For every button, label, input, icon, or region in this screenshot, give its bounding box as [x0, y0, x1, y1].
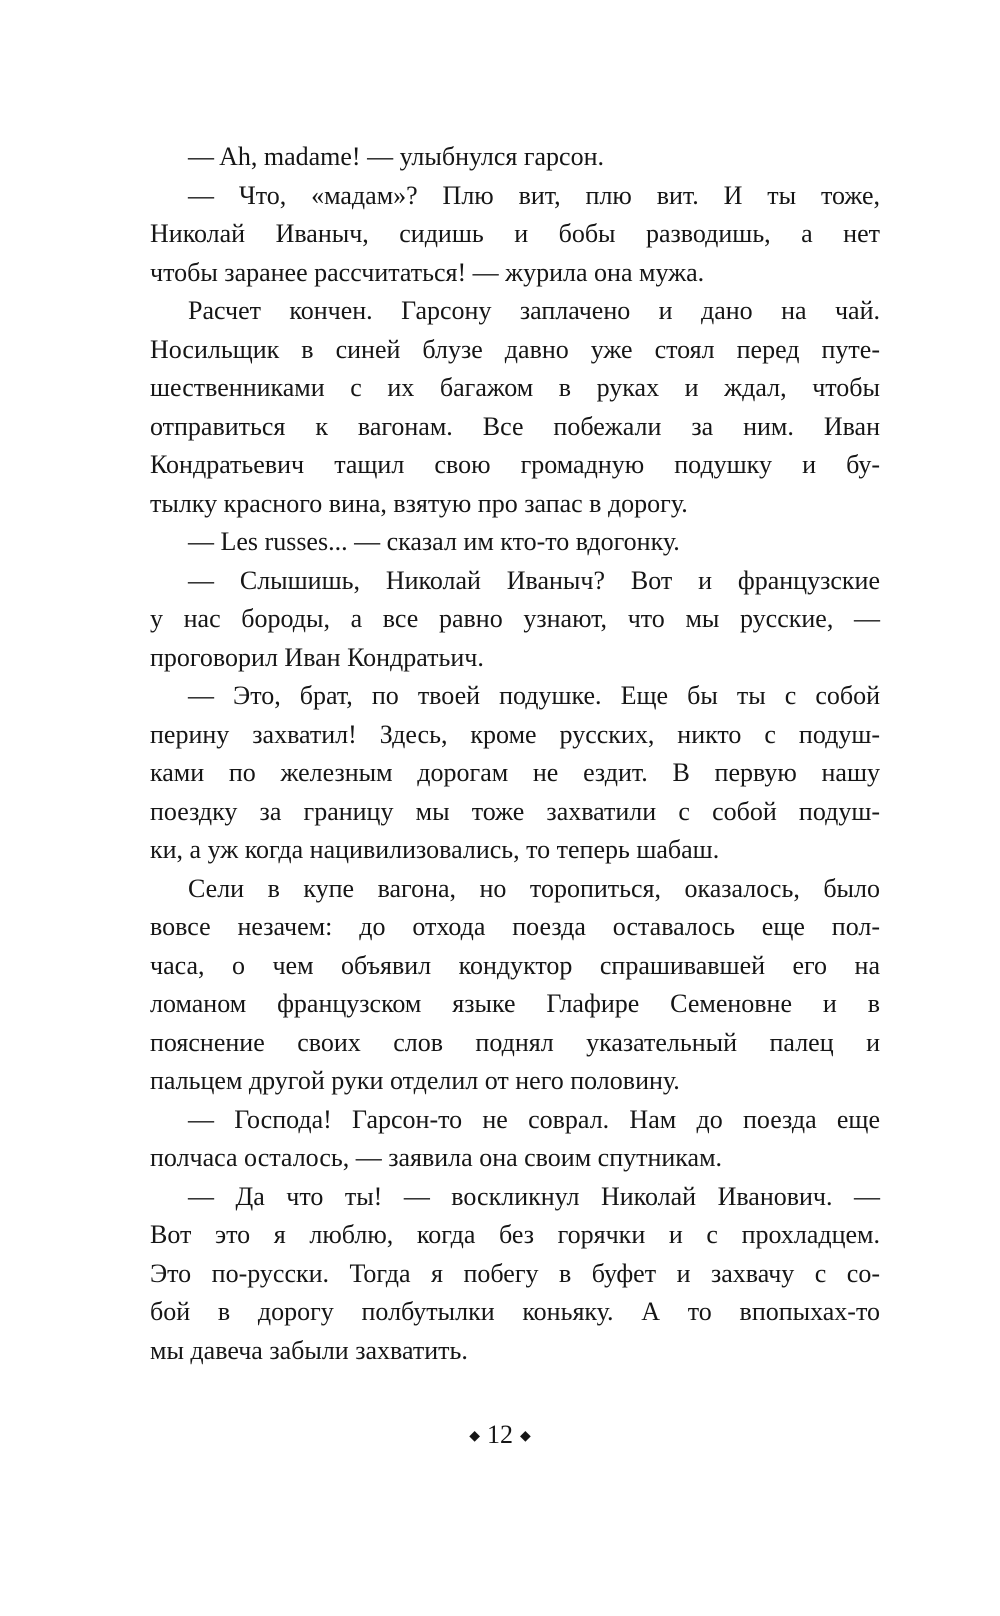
text-line: — Слышишь, Николай Иваныч? Вот и французские	[188, 565, 880, 595]
text-line: чтобы заранее рассчитаться! — журила она мужа.	[150, 257, 705, 287]
text-line: вовсе незачем: до отхода поезда оставалось еще пол-	[150, 912, 880, 941]
footer-ornament-left-icon: ◆	[469, 1428, 480, 1444]
text-line: ками по железным дорогам не ездит. В первую нашу	[150, 758, 880, 787]
text-line: проговорил Иван Кондратьич.	[150, 642, 484, 672]
text-line: Расчет кончен. Гарсону заплачено и дано на чай.	[188, 296, 880, 325]
text-line: — Это, брат, по твоей подушке. Еще бы ты с собой	[188, 681, 880, 710]
paragraph	[150, 292, 880, 523]
text-line: перину захватил! Здесь, кроме русских, никто с подуш-	[150, 719, 880, 749]
text-line: ки, а уж когда нацивилизовались, то теперь шабаш.	[150, 835, 720, 864]
text-line: пояснение своих слов поднял указательный палец и	[150, 1027, 880, 1057]
text-line: шественниками с их багажом в руках и ждал, чтобы	[150, 373, 880, 402]
page-text	[150, 138, 880, 1370]
text-line: у нас бороды, а все равно узнают, что мы русские, —	[150, 604, 880, 633]
page-footer	[0, 1420, 1000, 1450]
text-line: часа, о чем объявил кондуктор спрашивавшей его на	[150, 950, 880, 980]
text-line: — Да что ты! — воскликнул Николай Иванович. —	[188, 1181, 880, 1211]
text-line: отправиться к вагонам. Все побежали за ним. Иван	[150, 411, 880, 441]
text-line: поездку за границу мы тоже захватили с собой подуш-	[150, 796, 880, 826]
text-line: мы давеча забыли захватить.	[150, 1335, 468, 1365]
paragraph	[150, 677, 880, 870]
text-line: Это по-русски. Тогда я побегу в буфет и захвачу с со-	[150, 1258, 880, 1288]
paragraph	[150, 177, 880, 293]
paragraph	[150, 870, 880, 1101]
text-line: Носильщик в синей блузе давно уже стоял перед путе-	[150, 334, 880, 364]
paragraph	[150, 523, 880, 562]
paragraph	[150, 138, 880, 177]
text-line: Кондратьевич тащил свою громадную подушку и бу-	[150, 450, 880, 479]
text-line: тылку красного вина, взятую про запас в дорогу.	[150, 488, 688, 518]
paragraph	[150, 1178, 880, 1371]
text-line: Вот это я люблю, когда без горячки и с прохладцем.	[150, 1220, 880, 1249]
text-line: — Что, «мадам»? Плю вит, плю вит. И ты тоже,	[188, 180, 880, 210]
text-line: бой в дорогу полбутылки коньяку. А то впопыхах-то	[150, 1297, 880, 1326]
paragraph	[150, 1101, 880, 1178]
text-line: пальцем другой руки отделил от него половину.	[150, 1066, 680, 1095]
text-line: ломаном французском языке Глафире Семеновне и в	[150, 989, 880, 1018]
text-line: — Ah, madame! — улыбнулся гарсон.	[188, 142, 604, 171]
footer-ornament-right-icon: ◆	[520, 1428, 531, 1444]
paragraph	[150, 562, 880, 678]
text-line: Сели в купе вагона, но торопиться, оказалось, было	[188, 873, 880, 903]
text-line: Николай Иваныч, сидишь и бобы разводишь, а нет	[150, 219, 880, 248]
text-line: — Les russes... — сказал им кто-то вдогонку.	[188, 527, 680, 556]
text-line: — Господа! Гарсон-то не соврал. Нам до поезда еще	[188, 1104, 880, 1134]
page-number: 12	[487, 1420, 513, 1449]
text-line: полчаса осталось, — заявила она своим спутникам.	[150, 1143, 723, 1172]
